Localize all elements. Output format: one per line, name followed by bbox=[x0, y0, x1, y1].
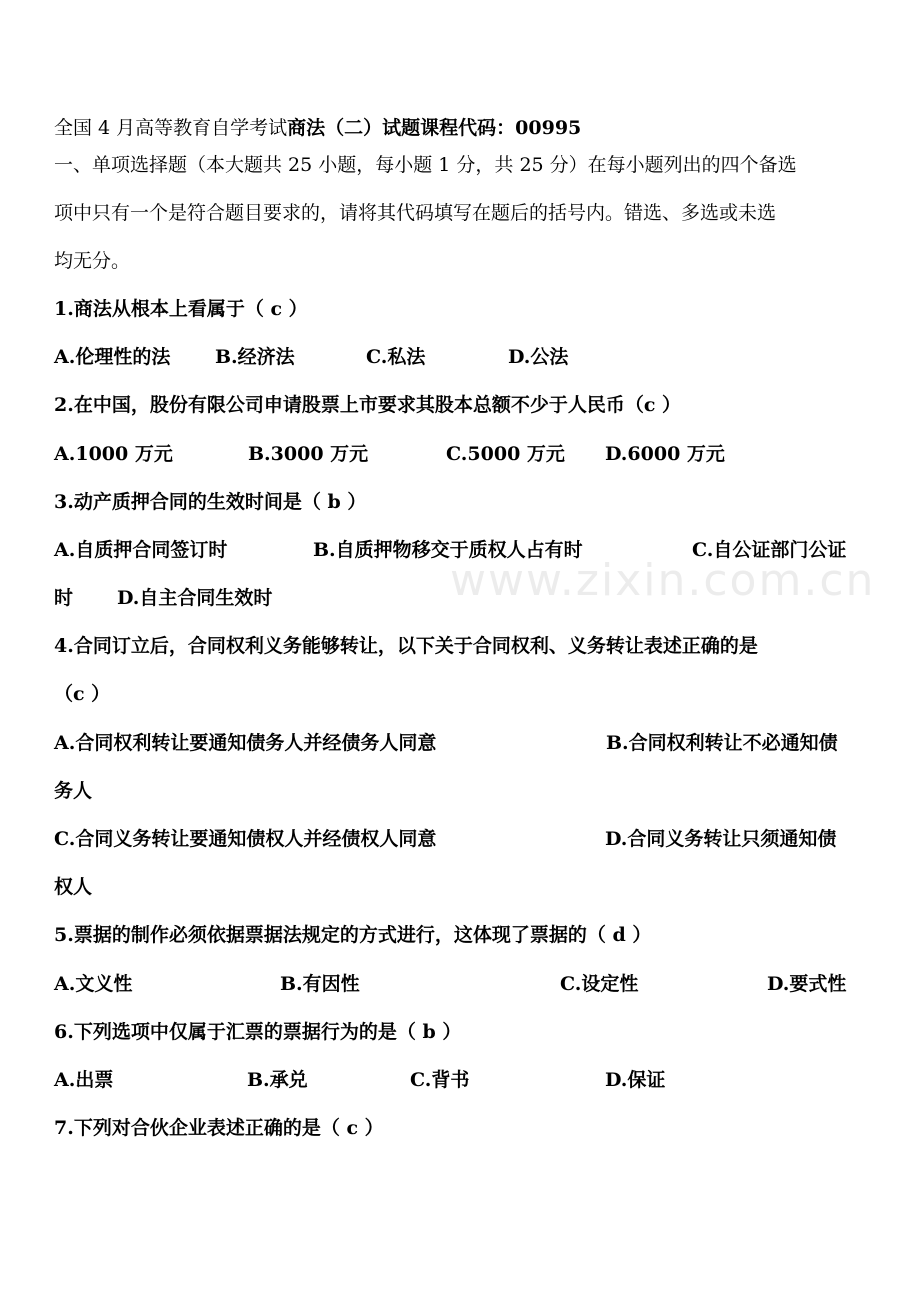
question-3-stem: 3.动产质押合同的生效时间是（ b ） bbox=[54, 491, 367, 513]
question-1-stem: 1.商法从根本上看属于（ c ） bbox=[54, 298, 308, 320]
option-d: D.保证 bbox=[605, 1069, 666, 1091]
option-b: B.经济法 bbox=[215, 346, 295, 368]
option-b: B.自质押物移交于质权人占有时 bbox=[313, 539, 583, 561]
option-a: A.文义性 bbox=[54, 973, 133, 995]
question-2-stem: 2.在中国，股份有限公司申请股票上市要求其股本总额不少于人民币（c ） bbox=[54, 394, 682, 416]
watermark: www.zixin.com.cn bbox=[450, 555, 876, 606]
option-c: C.背书 bbox=[410, 1069, 470, 1091]
option-c: C.私法 bbox=[366, 346, 426, 368]
option-a: A.伦理性的法 bbox=[54, 346, 171, 368]
option-b-continued: 务人 bbox=[54, 780, 93, 802]
section-instruction-line: 一、单项选择题（本大题共 25 小题，每小题 1 分，共 25 分）在每小题列出的四个备选 bbox=[54, 154, 797, 176]
section-instruction-line: 项中只有一个是符合题目要求的，请将其代码填写在题后的括号内。错选、多选或未选 bbox=[54, 202, 777, 224]
option-c: C.设定性 bbox=[560, 973, 639, 995]
option-a: A.出票 bbox=[54, 1069, 114, 1091]
question-4-stem-continued: （c ） bbox=[54, 683, 111, 705]
option-a: A.自质押合同签订时 bbox=[54, 539, 228, 561]
title-suffix: 商法（二）试题课程代码：00995 bbox=[287, 117, 582, 139]
document-title bbox=[54, 114, 870, 142]
option-b: B.承兑 bbox=[247, 1069, 308, 1091]
question-7-stem: 7.下列对合伙企业表述正确的是（ c ） bbox=[54, 1117, 384, 1139]
title-prefix: 全国 4 月高等教育自学考试 bbox=[54, 117, 288, 139]
option-a: A.合同权利转让要通知债务人并经债务人同意 bbox=[54, 732, 437, 754]
option-c: C.合同义务转让要通知债权人并经债权人同意 bbox=[54, 828, 437, 850]
option-b: B.有因性 bbox=[280, 973, 360, 995]
section-instruction-line: 均无分。 bbox=[54, 250, 131, 272]
option-d: D.6000 万元 bbox=[605, 443, 725, 465]
option-a: A.1000 万元 bbox=[54, 443, 173, 465]
option-d: D.要式性 bbox=[767, 973, 847, 995]
option-c: C.5000 万元 bbox=[446, 443, 565, 465]
option-c-continued: 时 bbox=[54, 587, 74, 609]
question-5-stem: 5.票据的制作必须依据票据法规定的方式进行，这体现了票据的（ d ） bbox=[54, 924, 652, 946]
question-4-stem: 4.合同订立后，合同权利义务能够转让，以下关于合同权利、义务转让表述正确的是 bbox=[54, 635, 758, 657]
option-b: B.3000 万元 bbox=[248, 443, 369, 465]
option-d: D.公法 bbox=[508, 346, 569, 368]
option-d: D.自主合同生效时 bbox=[117, 587, 273, 609]
question-6-stem: 6.下列选项中仅属于汇票的票据行为的是（ b ） bbox=[54, 1021, 462, 1043]
option-b: B.合同权利转让不必通知债 bbox=[606, 732, 838, 754]
option-c: C.自公证部门公证 bbox=[692, 539, 847, 561]
option-d: D.合同义务转让只须通知债 bbox=[605, 828, 837, 850]
option-d-continued: 权人 bbox=[54, 876, 93, 898]
